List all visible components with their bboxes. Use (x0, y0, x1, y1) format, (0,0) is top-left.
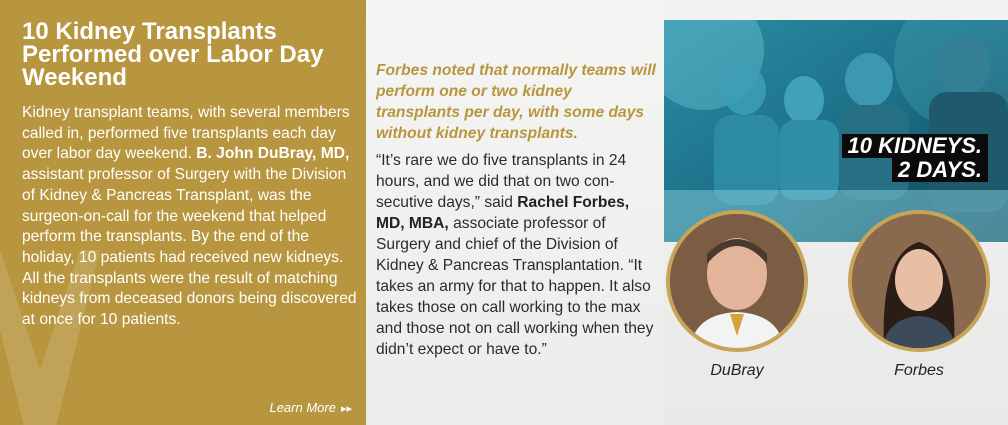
surgery-photo (664, 20, 1008, 242)
dubray-portrait (666, 210, 808, 352)
story-body-part-1: Kidney transplant teams, with several members called in, performed five transplants each day over labor day weekend. (22, 104, 350, 163)
story-body (22, 103, 357, 331)
learn-more-label: Learn More (269, 400, 336, 415)
forbes-caption: Forbes (894, 362, 944, 379)
forbes-portrait-graphic (852, 214, 986, 348)
pull-quote: Forbes noted that normally teams will perform one or two kidney transplants per day, with some days without kidney transplants. (376, 62, 656, 142)
headline-badge (822, 134, 988, 182)
story-title: 10 Kidney Transplants Performed over Labor Day Weekend (22, 18, 324, 91)
quote-part-1: “It’s rare we do five transplants in 24 hours, and we did that on two consecutive days,” said (376, 152, 627, 211)
badge-line-1: 10 KIDNEYS. (842, 134, 989, 158)
dubray-portrait-graphic (670, 214, 804, 348)
quote-part-2: associate professor of Surgery and chief of the Division of Kidney & Pancreas Transplantation. “It takes an army for that to happen. It also takes those on call working to the max and those not on call working when they didn’t expect or have to.” (376, 215, 654, 358)
chief-name: Rachel Forbes, MD, MBA, (376, 194, 630, 232)
surgeon-name: B. John DuBray, MD, (196, 145, 350, 163)
story-panel (0, 0, 366, 425)
badge-line-2: 2 DAYS. (892, 158, 988, 182)
learn-more-link[interactable] (269, 400, 352, 415)
media-column (664, 0, 1008, 425)
forbes-portrait (848, 210, 990, 352)
surgery-photo-graphic (664, 20, 1008, 242)
dubray-caption: DuBray (710, 362, 764, 379)
story-body-part-2: assistant professor of Surgery with the Division of Kidney & Pancreas Transplant, was the surgeon-on-call for the weekend that helped perform the transplants. By the end of the holiday, 10 patients had received new kidneys. All the transplants were the result of matching kidneys from deceased donors being discovered at once for 10 patients. (22, 166, 357, 329)
double-chevron-right-icon: ▸▸ (340, 403, 352, 415)
quote-column (366, 0, 664, 425)
quote-body (376, 150, 660, 360)
